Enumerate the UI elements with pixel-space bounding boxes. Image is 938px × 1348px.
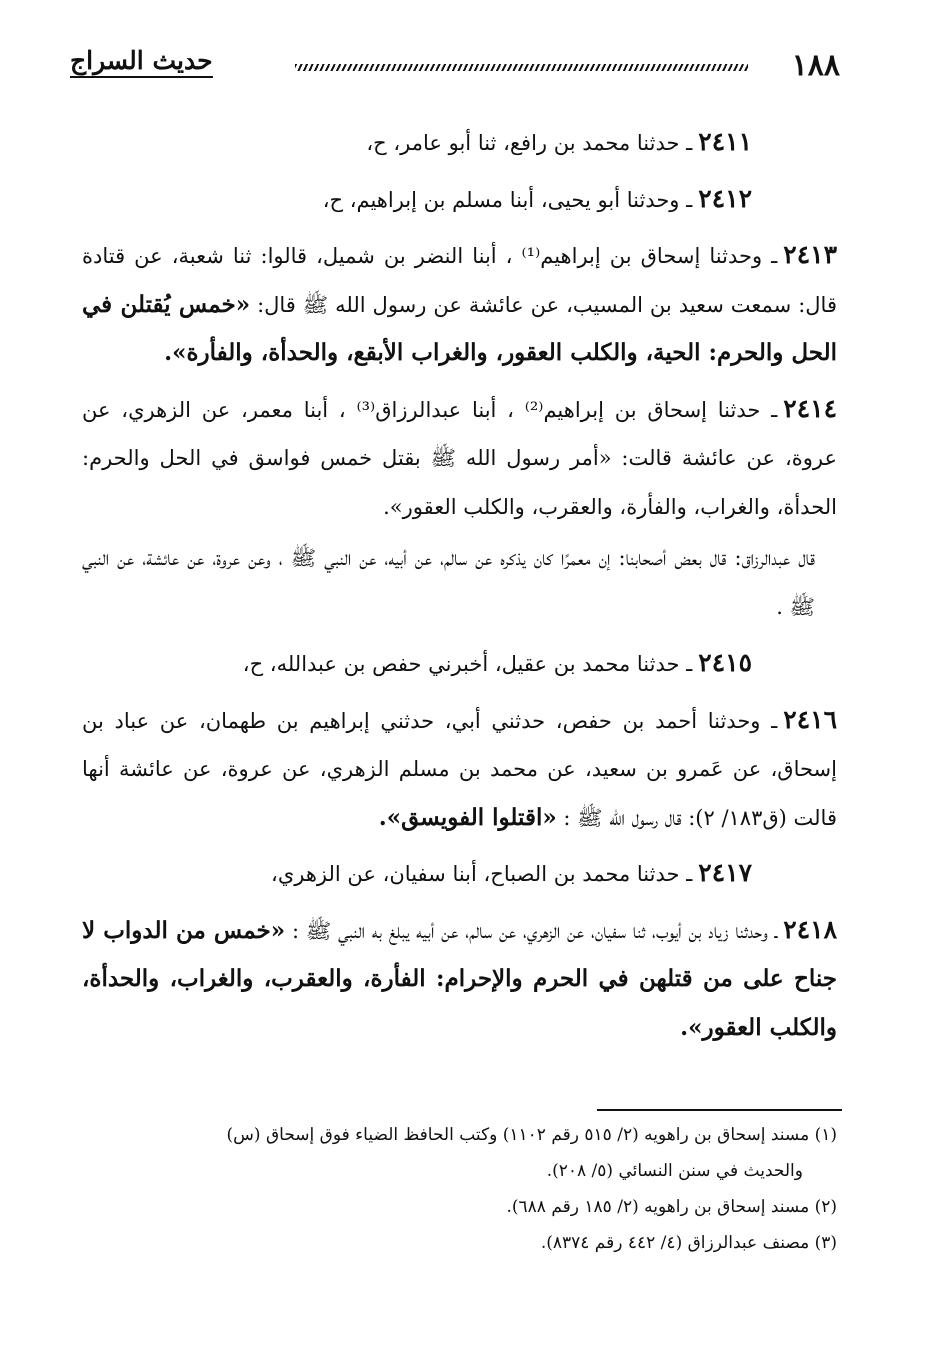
hadith-text: ـ وحدثنا أبو يحيى، أبنا مسلم بن إبراهيم، ح، [322,187,693,212]
hadith-number: ٢٤١٨ [783,914,837,944]
hadith-matn: «اقتلوا الفويسق». [378,803,557,831]
hadith-number: ٢٤١٧ [698,858,752,887]
footnote-separator [597,1109,842,1111]
hadith-number: ٢٤١٦ [783,704,837,734]
hadith-2418 [82,906,837,1053]
hadith-text: ـ وحدثنا زياد بن أيوب، ثنا سفيان، عن الزهري، عن سالم، عن أبيه يبلغ به النبي ﷺ : [285,918,778,943]
hadith-body [82,118,837,1059]
footnote-1: (١) مسند إسحاق بن راهويه (٢/ ٥١٥ رقم ١١٠٢) وكتب الحافظ الضياء فوق إسحاق (س) [226,1125,837,1145]
footnote-1-continuation: والحديث في سنن النسائي (٥/ ٢٠٨). [546,1161,803,1181]
running-title: حديث السراج [70,46,213,78]
hadith-text: ـ حدثنا محمد بن عقيل، أخبرني حفص بن عبدالله، ح، [242,652,693,676]
footnote-3: (٣) مصنف عبدالرزاق (٤/ ٤٤٢ رقم ٨٣٧٤). [540,1233,837,1253]
hadith-number: ٢٤١٢ [698,183,752,213]
hadith-text: ـ وحدثنا أحمد بن حفص، حدثني أبي، حدثني إبراهيم بن طهمان، عن عباد بن إسحاق، عن عَمرو بن سعيد، عن محمد بن مسلم الزهري، عن عروة، عن عائشة أنها قالت (ق١٨٣/ ٢): قال رسول الله ﷺ : [82,708,837,830]
hadith-2415 [82,639,837,689]
abdulrazzaq-note: قال عبدالرزاق: قال بعض أصحابنا: إن معمرًا كان يذكره عن سالم، عن أبيه، عن النبي ﷺ ، وعن عروة، عن عائشة، عن النبي ﷺ . [82,546,815,619]
hadith-text: ـ حدثنا محمد بن الصباح، أبنا سفيان، عن الزهري، [271,862,693,886]
hadith-text: ـ حدثنا محمد بن رافع، ثنا أبو عامر، ح، [366,131,693,155]
hadith-text: ـ حدثنا إسحاق بن إبراهيم⁽²⁾ ، أبنا عبدالرزاق⁽³⁾ ، أبنا معمر، عن الزهري، عن عروة، عن عائشة قالت: «أمر رسول الله ﷺ بقتل خمس فواسق في الحل والحرم: الحدأة، والغراب، والفأرة، والعقرب، والكلب العقور». [82,397,837,519]
footnote-2: (٢) مسند إسحاق بن راهويه (٢/ ١٨٥ رقم ٦٨٨). [506,1197,837,1217]
hadith-number: ٢٤١٣ [783,240,837,269]
hadith-number: ٢٤١٤ [783,393,838,423]
hadith-2413 [82,231,837,378]
hadith-matn: «خمس من الدواب لا جناح على من قتلهن في الحرم والإحرام: الفأرة، والعقرب، والغراب، والحدأة، والكلب العقور». [82,916,837,1041]
header-divider [295,64,748,71]
hadith-2411 [82,118,837,168]
hadith-2414 [82,385,837,532]
hadith-matn: «خمس يُقتلن في الحل والحرم: الحية، والكلب العقور، والغراب الأبقع، والحدأة، والفأرة». [82,290,837,366]
hadith-number: ٢٤١١ [698,127,752,156]
hadith-number: ٢٤١٥ [698,648,752,677]
hadith-2417 [82,849,837,899]
hadith-2412 [82,175,837,225]
hadith-2416 [82,696,837,843]
page-header [70,46,840,92]
footnotes [82,1117,837,1261]
hadith-text: ـ وحدثنا إسحاق بن إبراهيم⁽¹⁾ ، أبنا النضر بن شميل، قالوا: ثنا شعبة، عن قتادة قال: سمعت سعيد بن المسيب، عن عائشة عن رسول الله ﷺ قال: [82,244,837,317]
page-number: ١٨٨ [791,48,840,83]
